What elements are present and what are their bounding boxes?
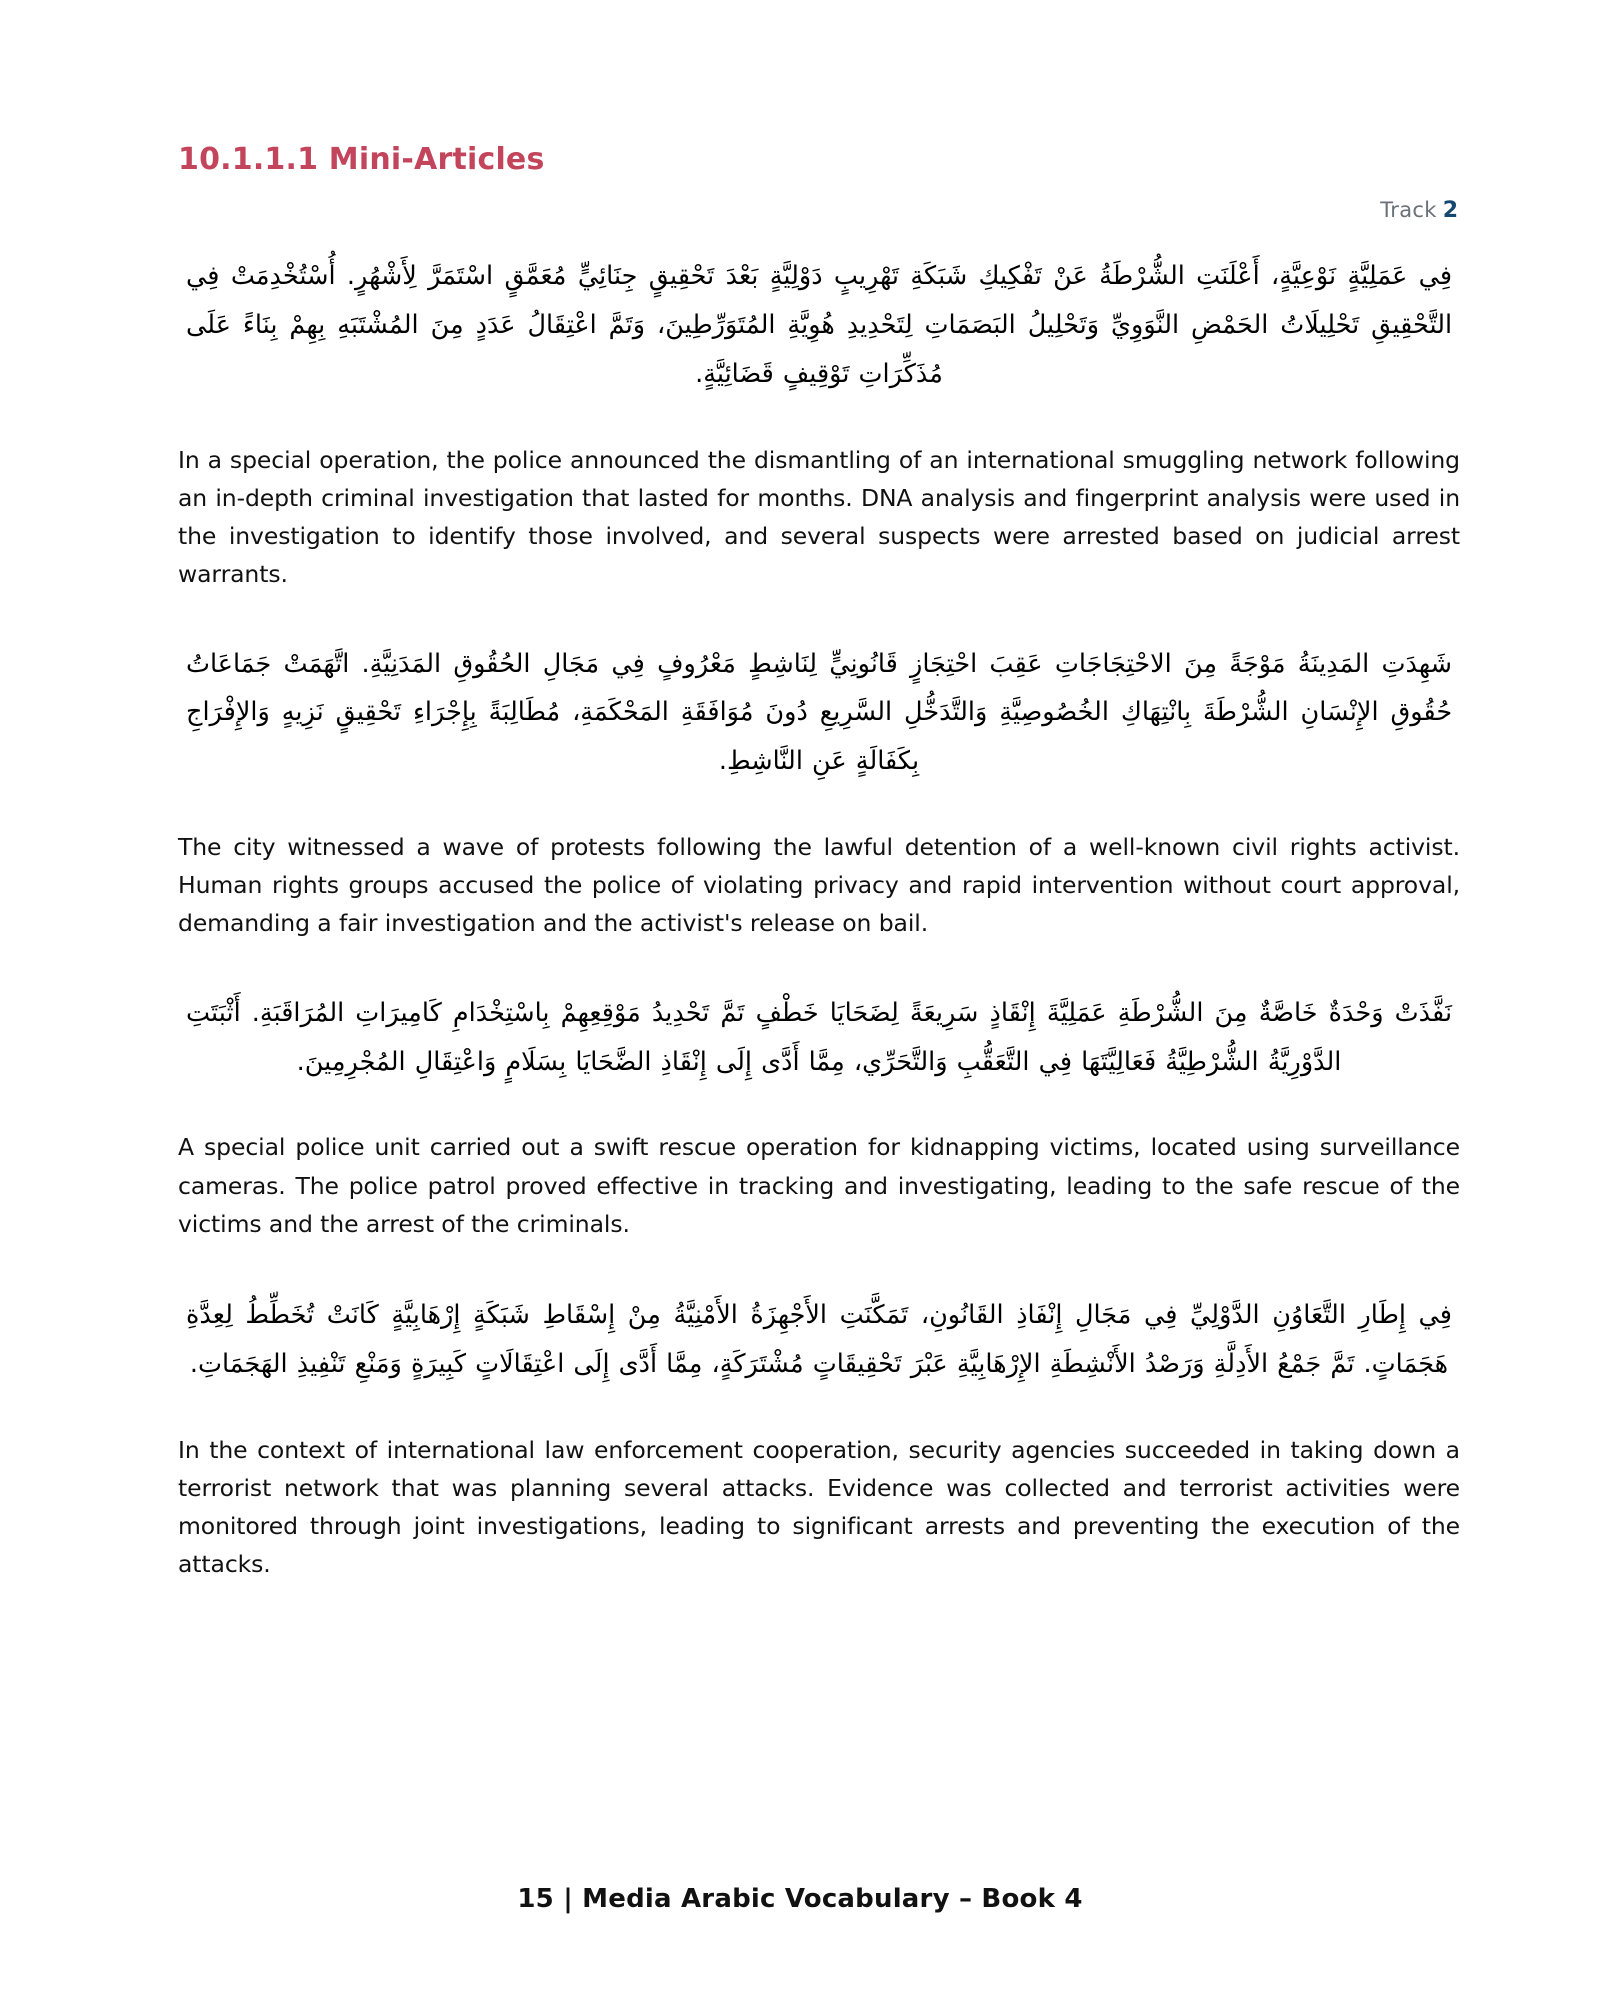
page-footer: 15 | Media Arabic Vocabulary – Book 4 — [517, 1884, 1083, 1914]
english-paragraph-3: A special police unit carried out a swift rescue operation for kidnapping victims, located using surveillance cameras. The police patrol proved effective in tracking and investigating, leading to the safe rescue of the victims and the arrest of the criminals. — [178, 1133, 1460, 1238]
arabic-paragraph-1: في عملية نوعية، أعلنت الشرطة عن تفكيك شبكة تهريب دولية بعد تحقيق جنائي معمق استمر لشهر. أستخدمت في التحقيق تحليلات الحمض النووي وتحليل البصمات لتحديد هوية المتورطين، وتم اعتقال عدد من المشتبه بهم بناء على مذكرات توقيف قضائية. — [186, 261, 1453, 390]
track-number: 2 — [1442, 198, 1458, 223]
arabic-paragraph-2: شهدت المدينة موجة من الاحتجاجات عقب احتجاز قانوني لناشط معروف في مجال الحقوق المدنية. اتهمت جماعات حقوق الإنسان الشرطة بانتهاك الخصوصية والتدخل السريع دون موافقة المحكمة، مطالبة بإجراء تحقيق نزيه والإفراج بكفالة عن الناشط. — [186, 648, 1453, 777]
page-title: 10.1.1.1 Mini-Articles — [178, 142, 545, 177]
arabic-paragraph-3: نفذت وحدة خاصة من الشرطة عملية إنقاذ سريعة لضحايا خطف تم تحديد موقعهم باستخدام كاميرات المراقبة. أثبتت الدورية الشرطية فعاليتها في التعقب والتحري، مما أدى إلى إنقاذ الضحايا بسلام واعتقال المجرمين. — [186, 997, 1453, 1077]
arabic-paragraph-4: في إطار التعاون الدولي في مجال إنفاذ القانون، تمكنت الأجهزة الأمنية من إسقاط شبكة إرهابية كانت تخطط لعدة هجمات. تم جمع الأدلة ورصد الأنشطة الإرهابية عبر تحقيقات مشتركة، مما أدى إلى اعتقالات كبيرة ومنع تنفيذ الهجمات. — [186, 1299, 1452, 1379]
page-content — [178, 0, 1460, 1583]
track-indicator — [178, 198, 1460, 224]
english-paragraph-2: The city witnessed a wave of protests following the lawful detention of a well-known civil rights activist. Human rights groups accused the police of violating privacy and rapid intervention without court approval, demanding a fair investigation and the activist's release on bail. — [178, 833, 1460, 938]
english-paragraph-1: In a special operation, the police announced the dismantling of an international smuggling network following an in-depth criminal investigation that lasted for months. DNA analysis and fingerprint analysis were used in the investigation to identify those involved, and several suspects were arrested based on judicial arrest warrants. — [178, 446, 1460, 589]
track-label: Track — [1380, 198, 1437, 222]
english-paragraph-4: In the context of international law enforcement cooperation, security agencies succeeded in taking down a terrorist network that was planning several attacks. Evidence was collected and terrorist activities were monitored through joint investigations, leading to significant arrests and preventing the execution of the attacks. — [178, 1435, 1460, 1578]
